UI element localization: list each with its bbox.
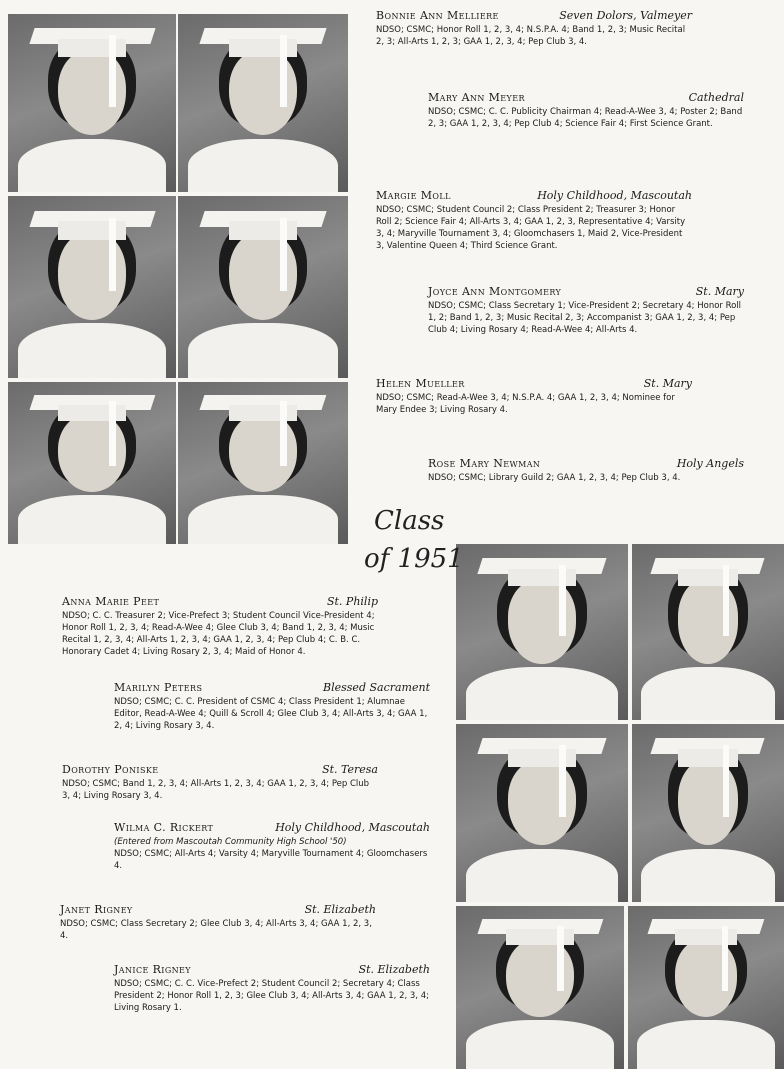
portrait-photo-poniske <box>456 724 628 902</box>
portrait-photo-janice-rigney <box>628 906 784 1069</box>
senior-entry <box>62 596 378 658</box>
activities-text: NDSO; CSMC; All-Arts 4; Varsity 4; Maryville Tournament 4; Gloomchasers 4. <box>114 849 428 871</box>
senior-entry <box>114 822 430 872</box>
senior-entry <box>62 764 378 802</box>
activities-text: NDSO; CSMC; Band 1, 2, 3, 4; All-Arts 1, 2, 3, 4; GAA 1, 2, 3, 4; Pep Club 3, 4; Living Rosary 3, 4. <box>62 779 370 801</box>
activities-text: NDSO; CSMC; C. C. President of CSMC 4; Class President 1; Alumnae Editor, Read-A-Wee 4; Quill & Scroll 4; Glee Club 3, 4; All-Arts 3, 4; GAA 1, 2, 4; Living Rosary 3, 4. <box>114 697 428 731</box>
student-name: Mary Ann Meyer <box>428 91 525 104</box>
parish-name: Cathedral <box>688 91 744 104</box>
senior-entry <box>428 92 744 130</box>
student-name: Margie Moll <box>376 189 451 202</box>
class-heading-line1: Class <box>374 506 445 536</box>
student-name: Rose Mary Newman <box>428 457 541 470</box>
senior-entry <box>376 10 692 48</box>
portrait-photo-janet-rigney <box>456 906 624 1069</box>
portrait-photo-newman <box>178 382 348 544</box>
student-name: Joyce Ann Montgomery <box>428 285 562 298</box>
student-name: Helen Mueller <box>376 377 465 390</box>
student-name: Bonnie Ann Melliere <box>376 9 499 22</box>
parish-name: St. Teresa <box>322 763 378 776</box>
student-name: Wilma C. Rickert <box>114 821 214 834</box>
transfer-note: (Entered from Mascoutah Community High School '50) <box>114 837 347 847</box>
parish-name: St. Elizabeth <box>358 963 430 976</box>
senior-entry <box>114 964 430 1014</box>
parish-name: Holy Childhood, Mascoutah <box>537 189 692 202</box>
student-name: Anna Marie Peet <box>62 595 160 608</box>
parish-name: Blessed Sacrament <box>323 681 430 694</box>
portrait-photo-mueller <box>8 382 176 544</box>
parish-name: Seven Dolors, Valmeyer <box>559 9 692 22</box>
student-name: Dorothy Poniske <box>62 763 159 776</box>
portrait-photo-meyer <box>178 14 348 192</box>
portrait-photo-montgomery <box>178 196 348 378</box>
student-name: Janet Rigney <box>60 903 133 916</box>
activities-text: NDSO; CSMC; C. C. Publicity Chairman 4; Read-A-Wee 3, 4; Poster 2; Band 2, 3; GAA 1, 2, 3, 4; Pep Club 4; Science Fair 4; First Science Grant. <box>428 107 743 129</box>
senior-entry <box>376 378 692 416</box>
activities-text: NDSO; CSMC; Class Secretary 2; Glee Club 3, 4; All-Arts 3, 4; GAA 1, 2, 3, 4. <box>60 919 372 941</box>
portrait-photo-moll <box>8 196 176 378</box>
parish-name: Holy Angels <box>676 457 744 470</box>
senior-entry <box>60 904 376 942</box>
portrait-photo-peet <box>456 544 628 720</box>
senior-entry <box>428 458 744 484</box>
activities-text: NDSO; C. C. Treasurer 2; Vice-Prefect 3; Student Council Vice-President 4; Honor Roll 1, 2, 3, 4; Read-A-Wee 4; Glee Club 3, 4; Band 1, 2, 3, 4; Music Recital 1, 2, 3, 4; All-Arts 1, 2, 3, 4; GAA 1, 2, 3, 4; Pep Club 4; C. B. C. Honorary Cadet 4; Living Rosary 2, 3, 4; Maid of Honor 4. <box>62 611 375 657</box>
class-heading-line2: of 1951 <box>364 544 464 574</box>
parish-name: St. Elizabeth <box>304 903 376 916</box>
senior-entry <box>114 682 430 732</box>
student-name: Janice Rigney <box>114 963 191 976</box>
activities-text: NDSO; CSMC; Student Council 2; Class President 2; Treasurer 3; Honor Roll 2; Science Fair 4; All-Arts 3, 4; GAA 1, 2, 3, Representative 4; Varsity 3, 4; Maryville Tournament 3, 4; Gloomchasers 1, Maid 2, Vice-President 3, Valentine Queen 4; Third Science Grant. <box>376 205 686 251</box>
portrait-photo-peters <box>632 544 784 720</box>
parish-name: St. Mary <box>695 285 744 298</box>
senior-entry <box>376 190 692 252</box>
parish-name: St. Mary <box>643 377 692 390</box>
activities-text: NDSO; CSMC; Read-A-Wee 3, 4; N.S.P.A. 4; GAA 1, 2, 3, 4; Nominee for Mary Endee 3; Living Rosary 4. <box>376 393 675 415</box>
activities-text: NDSO; CSMC; Class Secretary 1; Vice-President 2; Secretary 4; Honor Roll 1, 2; Band 1, 2, 3; Music Recital 2, 3; Accompanist 3; GAA 1, 2, 3, 4; Pep Club 4; Living Rosary 4; Read-A-Wee 4; All-Arts 4. <box>428 301 742 335</box>
portrait-photo-rickert <box>632 724 784 902</box>
senior-entry <box>428 286 744 336</box>
parish-name: Holy Childhood, Mascoutah <box>275 821 430 834</box>
parish-name: St. Philip <box>326 595 378 608</box>
student-name: Marilyn Peters <box>114 681 203 694</box>
activities-text: NDSO; CSMC; Honor Roll 1, 2, 3, 4; N.S.P.A. 4; Band 1, 2, 3; Music Recital 2, 3; All-Arts 1, 2, 3; GAA 1, 2, 3, 4; Pep Club 3, 4. <box>376 25 686 47</box>
activities-text: NDSO; CSMC; C. C. Vice-Prefect 2; Student Council 2; Secretary 4; Class President 2; Honor Roll 1, 2, 3; Glee Club 3, 4; All-Arts 3, 4; GAA 1, 2, 3, 4; Living Rosary 1. <box>114 979 429 1013</box>
activities-text: NDSO; CSMC; Library Guild 2; GAA 1, 2, 3, 4; Pep Club 3, 4. <box>428 473 681 483</box>
portrait-photo-melliere <box>8 14 176 192</box>
